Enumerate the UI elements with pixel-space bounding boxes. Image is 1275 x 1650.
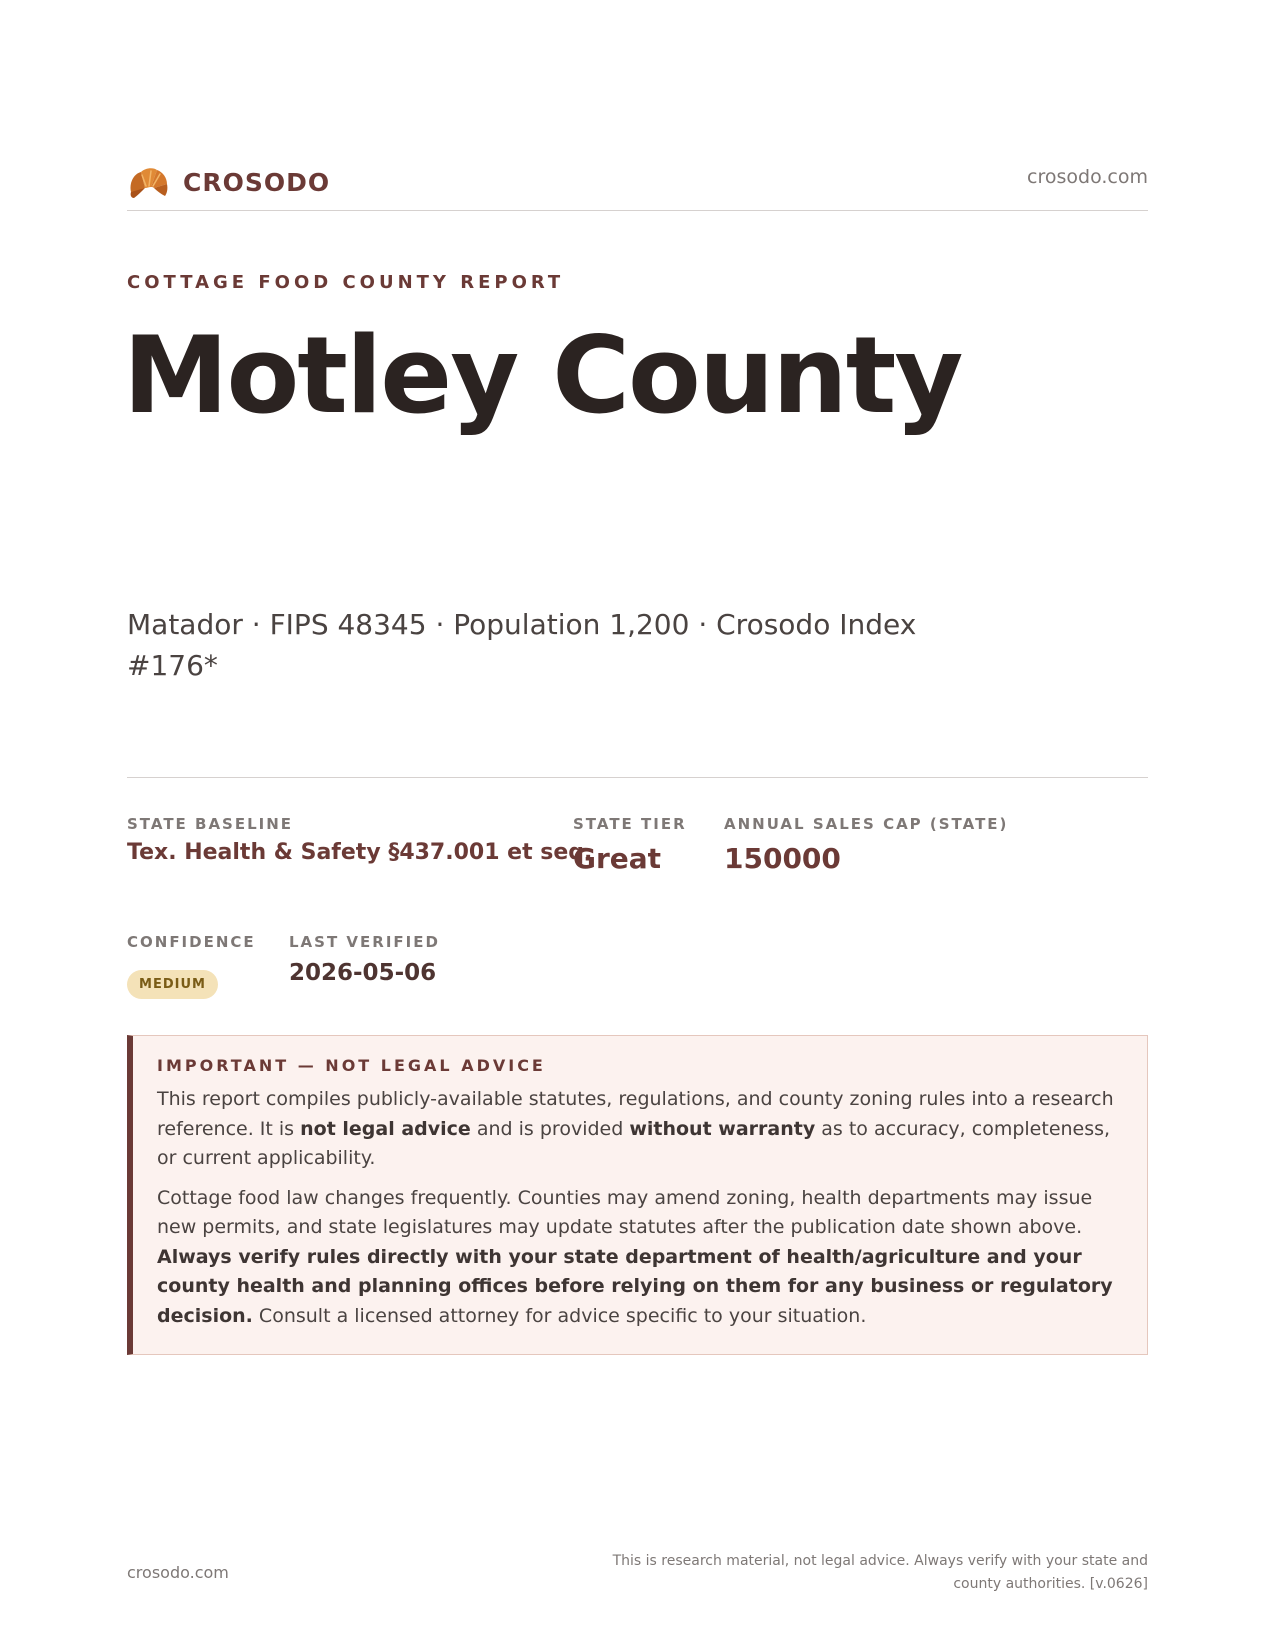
disclaimer-paragraph: [157, 1184, 1121, 1332]
section-divider: [127, 777, 1148, 778]
brand-name: CROSODO: [183, 167, 331, 197]
page-header: [127, 158, 1148, 211]
croissant-icon: [127, 162, 171, 202]
disclaimer-text: This report compiles publicly-available statutes, regulations, and county zoning rules into a research reference. It is: [157, 1088, 1114, 1140]
disclaimer-text: as to accuracy, completeness, or current applicability.: [157, 1117, 1111, 1169]
legal-disclaimer: [127, 1035, 1148, 1355]
confidence-label: CONFIDENCE: [127, 933, 256, 951]
disclaimer-emphasis: without warranty: [629, 1117, 816, 1140]
disclaimer-paragraph: [157, 1085, 1121, 1174]
disclaimer-emphasis: Always verify rules directly with your state department of health/agriculture and your county health and planning offices before relying on them for any business or regulatory decision.: [157, 1245, 1113, 1327]
report-subtitle: Matador · FIPS 48345 · Population 1,200 · Crosodo Index #176*: [127, 608, 917, 682]
disclaimer-emphasis: not legal advice: [300, 1117, 471, 1140]
last-verified-value: 2026-05-06: [289, 960, 437, 986]
footer-site-link[interactable]: crosodo.com: [127, 1563, 229, 1582]
page-title: Motley County: [123, 314, 962, 437]
brand[interactable]: [127, 162, 330, 202]
disclaimer-text: and is provided: [470, 1117, 630, 1140]
sales-cap-label: ANNUAL SALES CAP (STATE): [724, 815, 1009, 833]
disclaimer-heading: IMPORTANT — NOT LEGAL ADVICE: [157, 1056, 546, 1075]
confidence-badge: MEDIUM: [127, 970, 218, 999]
state-baseline-value: Tex. Health & Safety §437.001 et seq.: [127, 840, 593, 865]
state-tier-value: Great: [573, 842, 662, 875]
footer-disclaimer: This is research material, not legal advice. Always verify with your state and county authorities. [v.0626]: [612, 1553, 1148, 1592]
last-verified-label: LAST VERIFIED: [289, 933, 440, 951]
disclaimer-text: Cottage food law changes frequently. Counties may amend zoning, health departments may issue new permits, and state legislatures may update statutes after the publication date shown above.: [157, 1186, 1093, 1238]
state-baseline-label: STATE BASELINE: [127, 815, 294, 833]
report-page: [123, 0, 1148, 1650]
state-tier-label: STATE TIER: [573, 815, 687, 833]
site-url-link[interactable]: crosodo.com: [1027, 166, 1148, 188]
sales-cap-value: 150000: [724, 842, 841, 875]
report-eyebrow: COTTAGE FOOD COUNTY REPORT: [127, 272, 565, 293]
disclaimer-text: Consult a licensed attorney for advice specific to your situation.: [252, 1304, 867, 1327]
